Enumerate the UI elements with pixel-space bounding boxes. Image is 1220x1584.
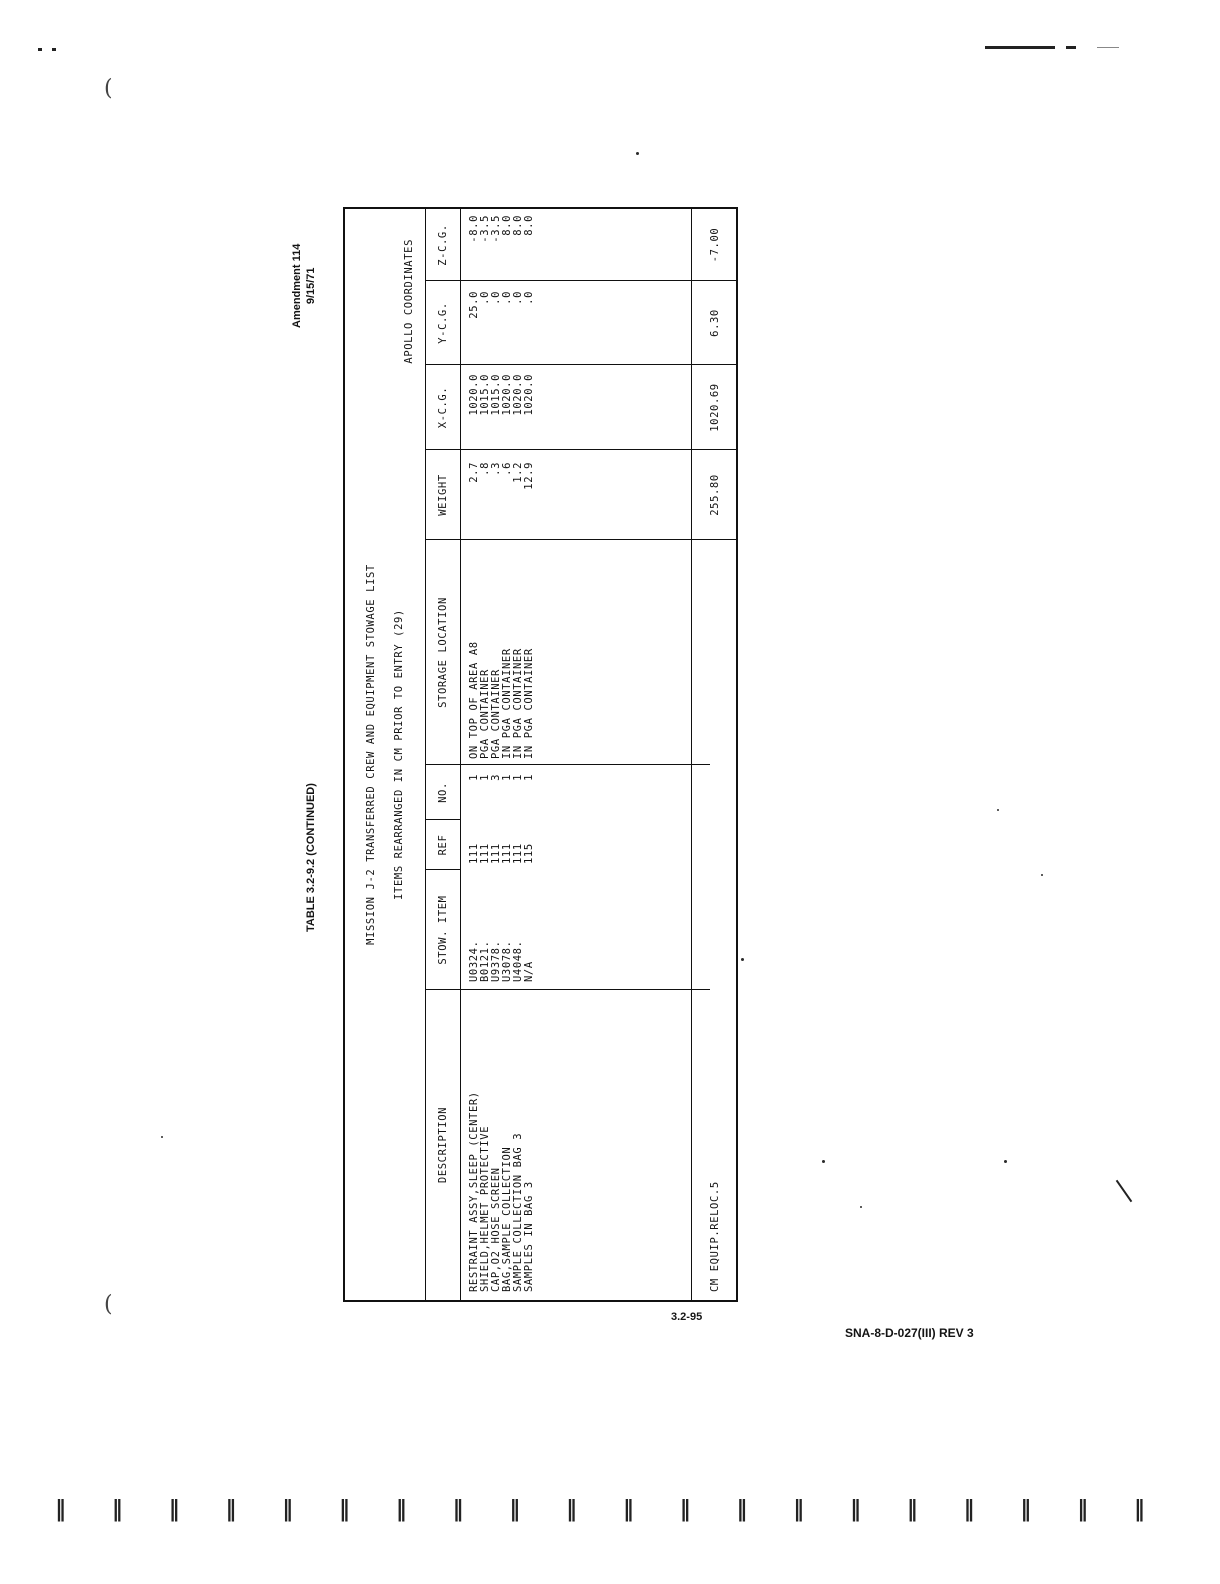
scan-mark: [38, 48, 42, 51]
column-x-cg: 1020.0 1015.0 1015.0 1020.0 1020.0 1020.0: [468, 374, 535, 416]
amendment-note: [290, 244, 318, 328]
column-y-cg: 25.0 .0 .0 .0 .0 .0: [468, 291, 535, 319]
scan-mark: ‖: [395, 1496, 407, 1522]
scan-mark: (: [104, 76, 113, 101]
column-divider: [425, 989, 710, 990]
scan-speck: [997, 809, 999, 811]
scan-mark: ‖: [338, 1496, 350, 1522]
stowage-table: [343, 207, 738, 1302]
scan-mark: ‖: [452, 1496, 464, 1522]
column-weight: 2.7 .8 .3 .6 1.2 12.9: [468, 462, 535, 490]
amendment-number: Amendment 114: [291, 243, 303, 328]
document-id: SNA-8-D-027(III) REV 3: [845, 1326, 974, 1340]
scan-edge-marks: [55, 1494, 1145, 1520]
table-total-row: [691, 209, 738, 1300]
table-title: MISSION J-2 TRANSFERRED CREW AND EQUIPMENT STOWAGE LIST: [365, 564, 377, 945]
total-y-cg: 6.30: [709, 309, 721, 337]
header-x-cg: X-C.G.: [437, 386, 449, 429]
column-divider: [425, 449, 710, 450]
scan-mark: ‖: [622, 1496, 634, 1522]
header-stow-item: STOW. ITEM: [437, 895, 449, 965]
coordinates-group-header: APOLLO COORDINATES: [403, 239, 415, 364]
scan-mark: ‖: [793, 1496, 805, 1522]
scan-mark: ‖: [168, 1496, 180, 1522]
scan-mark: ‖: [1020, 1496, 1032, 1522]
table-subtitle: ITEMS REARRANGED IN CM PRIOR TO ENTRY (29): [393, 609, 405, 900]
column-ref: 111 111 111 111 111 115: [468, 843, 535, 864]
total-z-cg: -7.00: [709, 227, 721, 263]
scan-mark: [1097, 47, 1119, 48]
scan-speck: [1004, 1160, 1007, 1163]
header-storage-location: STORAGE LOCATION: [437, 597, 449, 708]
table-caption: TABLE 3.2-9.2 (CONTINUED): [305, 783, 317, 932]
header-no: NO.: [437, 782, 449, 803]
column-divider: [425, 280, 710, 281]
scan-mark: ‖: [566, 1496, 578, 1522]
scan-speck: [636, 152, 639, 155]
scan-mark: [52, 48, 56, 51]
scan-speck: [161, 1136, 163, 1138]
scan-mark: ‖: [1077, 1496, 1089, 1522]
scan-mark: [985, 46, 1055, 49]
scan-mark: ‖: [1133, 1496, 1145, 1522]
column-divider: [425, 764, 710, 765]
scan-mark: (: [104, 1292, 113, 1317]
scan-speck: [822, 1160, 825, 1163]
scan-mark: ‖: [736, 1496, 748, 1522]
scan-mark: ‖: [55, 1496, 66, 1522]
scan-mark: ‖: [849, 1496, 861, 1522]
column-storage-location: ON TOP OF AREA A8 PGA CONTAINER PGA CONTAINER IN PGA CONTAINER IN PGA CONTAINER IN PGA CONTAINER: [468, 641, 535, 759]
scan-mark: ‖: [906, 1496, 918, 1522]
scan-mark: ‖: [963, 1496, 975, 1522]
scan-speck: [741, 958, 744, 961]
total-weight: 255.80: [709, 474, 721, 516]
scan-speck: [860, 1206, 862, 1208]
column-z-cg: -8.0 -3.5 -3.5 8.0 8.0 8.0: [468, 215, 535, 243]
header-z-cg: Z-C.G.: [437, 224, 449, 266]
column-stow-item: U0324. B0121. U9378. U3078. U4048. N/A: [468, 940, 535, 982]
total-x-cg: 1020.69: [709, 383, 721, 432]
column-divider: [425, 539, 710, 540]
column-no: 1 1 3 1 1 1: [468, 774, 535, 781]
header-y-cg: Y-C.G.: [437, 302, 449, 344]
scan-speck: [1041, 874, 1043, 876]
scan-mark: ‖: [225, 1496, 237, 1522]
column-description: RESTRAINT ASSY,SLEEP (CENTER) SHIELD,HELMET PROTECTIVE CAP,O2 HOSE SCREEN BAG,SAMPLE COLLECTION SAMPLE COLLECTION BAG 3 SAMPLES IN BAG 3: [468, 1091, 535, 1292]
page-number: 3.2-95: [671, 1311, 703, 1323]
scan-mark: ‖: [679, 1496, 691, 1522]
header-weight: WEIGHT: [437, 474, 449, 516]
column-divider: [425, 819, 461, 820]
header-ref: REF: [437, 834, 449, 856]
column-divider: [425, 364, 710, 365]
total-label: CM EQUIP.RELOC.5: [709, 1181, 721, 1292]
scan-mark: [1066, 46, 1076, 49]
header-description: DESCRIPTION: [437, 1106, 449, 1184]
scan-mark: [1116, 1180, 1133, 1202]
table-header-row: [425, 209, 461, 1300]
scan-mark: ‖: [509, 1496, 521, 1522]
scan-mark: ‖: [111, 1496, 123, 1522]
amendment-date: 9/15/71: [305, 267, 317, 305]
column-divider: [425, 869, 461, 870]
scan-mark: ‖: [282, 1496, 294, 1522]
